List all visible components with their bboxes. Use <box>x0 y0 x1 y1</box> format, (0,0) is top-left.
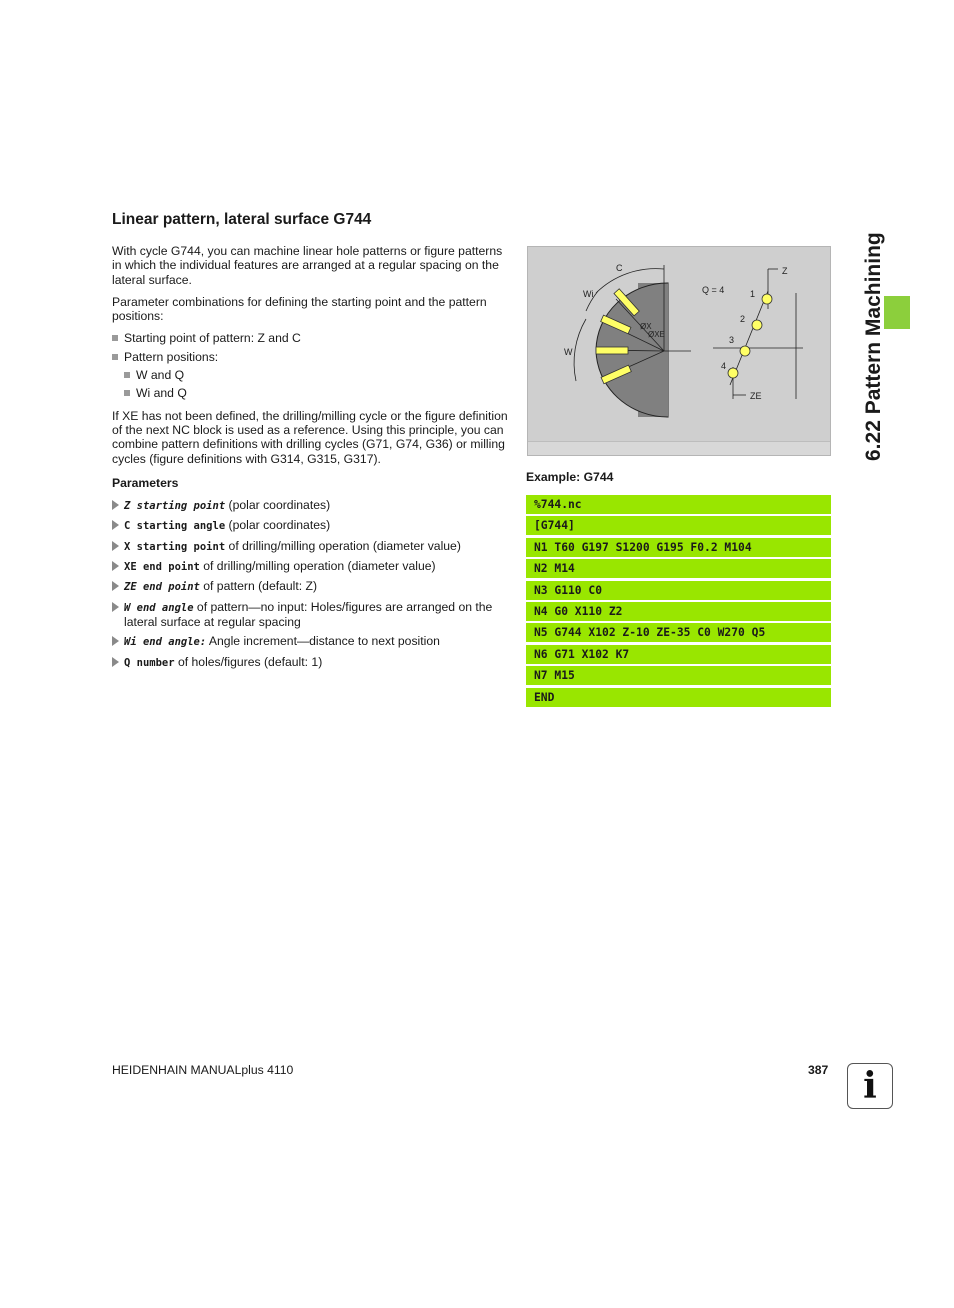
param-c-starting-angle: C starting angle (polar coordinates) <box>112 518 508 533</box>
param-q-number: Q number of holes/figures (default: 1) <box>112 655 508 670</box>
label-xe: ØXE <box>648 330 665 339</box>
param-wi-end-angle: Wi end angle: Angle increment—distance to next position <box>112 634 508 649</box>
code-line: N7 M15 <box>526 666 831 685</box>
label-z: Z <box>782 266 788 276</box>
nc-program-listing <box>526 495 831 709</box>
pattern-diagram-svg <box>528 247 830 455</box>
info-icon: i <box>847 1063 893 1109</box>
code-line: N6 G71 X102 K7 <box>526 645 831 664</box>
combinations-intro: Parameter combinations for defining the starting point and the pattern positions: <box>112 294 487 324</box>
triangle-bullet-icon <box>112 500 119 510</box>
label-2: 2 <box>740 314 746 324</box>
square-bullet-icon <box>124 372 130 378</box>
square-bullet-icon <box>124 390 130 396</box>
code-line: END <box>526 688 831 707</box>
triangle-bullet-icon <box>112 657 119 667</box>
triangle-bullet-icon <box>112 602 119 612</box>
figure-footer-bar <box>528 441 830 455</box>
triangle-bullet-icon <box>112 636 119 646</box>
code-line: %744.nc <box>526 495 831 514</box>
label-w: W <box>564 347 573 357</box>
label-q: Q = 4 <box>702 285 725 295</box>
label-x: ØX <box>640 322 652 331</box>
bullet-starting-point: Starting point of pattern: Z and C <box>112 331 508 345</box>
chapter-side-title: 6.22 Pattern Machining <box>862 232 885 461</box>
label-c: C <box>616 263 623 273</box>
param-x-starting-point: X starting point of drilling/milling operation (diameter value) <box>112 539 508 554</box>
label-ze: ZE <box>750 391 762 401</box>
pattern-diagram <box>527 246 831 456</box>
sub-bullet-w-q: W and Q <box>124 368 508 382</box>
body-text-column <box>112 244 508 675</box>
parameters-heading: Parameters <box>112 475 179 490</box>
code-line: [G744] <box>526 516 831 535</box>
triangle-bullet-icon <box>112 520 119 530</box>
chapter-tab-marker <box>884 296 910 329</box>
section-title: Linear pattern, lateral surface G744 <box>112 211 372 228</box>
code-line: N1 T60 G197 S1200 G195 F0.2 M104 <box>526 538 831 557</box>
label-3: 3 <box>729 335 735 345</box>
intro-paragraph: With cycle G744, you can machine linear hole patterns or figure patterns in which the individual features are arranged at a regular spacing on the lateral surface. <box>112 244 503 287</box>
page-number: 387 <box>808 1063 829 1077</box>
param-w-end-angle: W end angle of pattern—no input: Holes/figures are arranged on the lateral surface at regular spacing <box>112 600 508 630</box>
square-bullet-icon <box>112 354 118 360</box>
triangle-bullet-icon <box>112 581 119 591</box>
code-line: N4 G0 X110 Z2 <box>526 602 831 621</box>
triangle-bullet-icon <box>112 541 119 551</box>
xe-note-paragraph: If XE has not been defined, the drilling/milling cycle or the figure definition of the next NC block is used as a reference. Using this principle, you can combine pattern definitions with drilling cycles (G71, G74, G36) or milling cycles (figure definitions with G314, G315, G317). <box>112 408 508 466</box>
code-line: N5 G744 X102 Z-10 ZE-35 C0 W270 Q5 <box>526 623 831 642</box>
triangle-bullet-icon <box>112 561 119 571</box>
param-z-starting-point: Z starting point (polar coordinates) <box>112 498 508 513</box>
label-1: 1 <box>750 289 756 299</box>
param-ze-end-point: ZE end point of pattern (default: Z) <box>112 579 508 594</box>
footer-manual-name: HEIDENHAIN MANUALplus 4110 <box>112 1063 294 1077</box>
code-line: N3 G110 C0 <box>526 581 831 600</box>
bullet-pattern-positions: Pattern positions: <box>112 350 508 364</box>
code-line: N2 M14 <box>526 559 831 578</box>
label-4: 4 <box>721 361 727 371</box>
example-label: Example: G744 <box>526 470 614 484</box>
square-bullet-icon <box>112 335 118 341</box>
label-wi: Wi <box>583 289 594 299</box>
param-xe-end-point: XE end point of drilling/milling operation (diameter value) <box>112 559 508 574</box>
sub-bullet-wi-q: Wi and Q <box>124 386 508 400</box>
